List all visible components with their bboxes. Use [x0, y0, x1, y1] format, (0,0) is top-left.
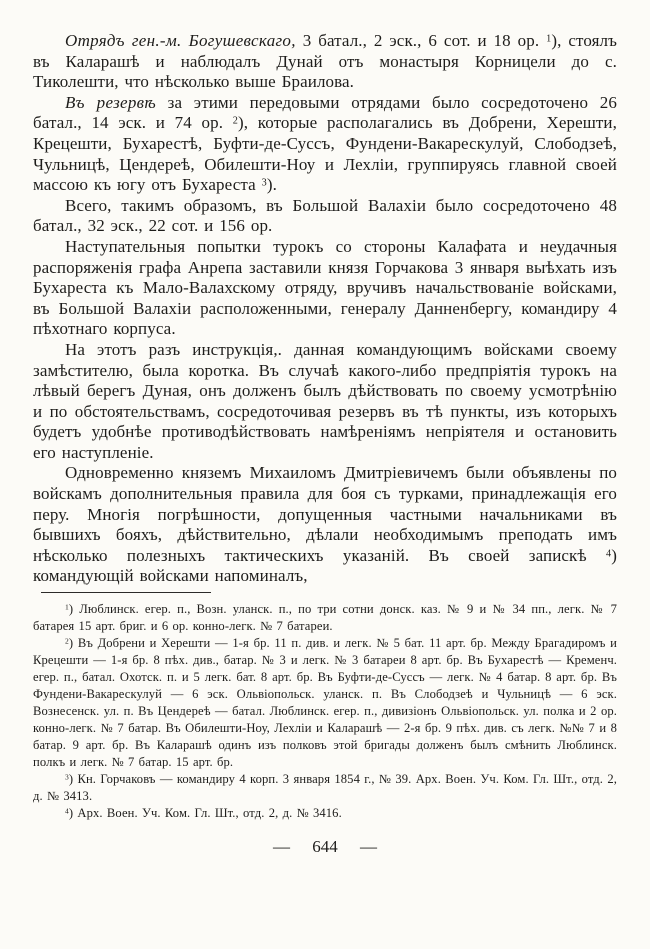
footnote-text: ) Арх. Воен. Уч. Ком. Гл. Шт., отд. 2, д. № 3416.	[68, 806, 342, 821]
footnote	[33, 771, 617, 805]
footnote-separator	[41, 592, 211, 593]
footnote-text: ) Люблинск. егер. п., Возн. уланск. п., по три сотни донск. каз. № 9 и № 34 пп., легк. № 7 батарея 15 арт. бриг. и 6 ор. конно-легк. № 7 батареи.	[33, 602, 617, 634]
footnote-reference-marker: 1	[546, 33, 552, 45]
paragraph-text: ), стоялъ въ Каларашѣ и наблюдалъ Дунай отъ монастыря Корницели до с. Тиколешти, что нѣсколько выше Браилова.	[33, 31, 617, 92]
italic-lead-phrase: Въ резервѣ	[65, 92, 156, 112]
footnote-reference-marker: 4	[606, 548, 612, 560]
page-number: — 644 —	[273, 837, 377, 857]
paragraph	[33, 340, 617, 464]
paragraph-text: На этотъ разъ инструкція,. данная командующимъ войсками своему замѣстителю, была коротка. Въ случаѣ какого-либо предпріятія турокъ на лѣвый берегъ Дуная, онъ долженъ былъ дѣйствовать по своему усмотрѣнію и по обстоятельствамъ, сосредоточивая резервъ въ тѣ пункты, изъ которыхъ будетъ удобнѣе противодѣйствовать намѣреніямъ непріятеля и остановить его наступленіе.	[33, 339, 617, 462]
paragraph	[33, 31, 617, 93]
paragraph-text: за этими передовыми отрядами было сосредоточено 26 батал., 14 эск. и 74 ор.	[33, 92, 617, 133]
paragraph-text: ), которые располагались въ Добрени, Херешти, Крецешти, Бухарестѣ, Буфти-де-Суссъ, Фундени-Вакарескулуй, Слободзеѣ, Чульницѣ, Цендереѣ, Обилешти-Ноу и Лехліи, группируясь главной своей массою къ югу отъ Бухареста	[33, 113, 617, 195]
footnote-text: ) Кн. Горчаковъ — командиру 4 корп. 3 января 1854 г., № 39. Арх. Воен. Уч. Ком. Гл. Шт., отд. 2, д. № 3413.	[33, 772, 617, 804]
footnote-marker: 2	[65, 636, 69, 646]
paragraph	[33, 463, 617, 587]
main-text	[33, 31, 617, 587]
footnote	[33, 635, 617, 771]
paragraph	[33, 93, 617, 196]
italic-lead-phrase: Отрядъ ген.-м. Богушевскаго,	[65, 31, 296, 50]
paragraph-text: Всего, такимъ образомъ, въ Большой Валахіи было сосредоточено 48 батал., 32 эск., 22 сот. и 156 ор.	[33, 195, 617, 236]
footnote-marker: 4	[65, 806, 69, 816]
paragraph-text: Одновременно княземъ Михаиломъ Дмитріевичемъ были объявлены по войскамъ дополнительныя правила для боя съ турками, принадлежащія его перу. Многія погрѣшности, допущенныя частными начальниками въ бывшихъ бояхъ, дѣйствительно, дѣлали необходимымъ преподать имъ нѣсколько полезныхъ тактическихъ указаній. Въ своей запискѣ	[33, 463, 617, 565]
footnote-marker: 3	[65, 772, 69, 782]
paragraph	[33, 196, 617, 237]
paragraph-text: Наступательныя попытки турокъ со стороны Калафата и неудачныя распоряженія графа Анрепа заставили князя Горчакова 3 января выѣхать изъ Бухареста къ Мало-Валахскому отряду, вручивъ начальствованіе войсками, въ Большой Валахіи расположенными, генералу Данненбергу, командиру 4 пѣхотнаго корпуса.	[33, 236, 617, 339]
footnote-marker: 1	[65, 602, 69, 612]
paragraph-text: 3 батал., 2 эск., 6 сот. и 18 ор.	[295, 31, 547, 50]
footnotes	[33, 601, 617, 822]
footnote-text: ) Въ Добрени и Херешти — 1-я бр. 11 п. див. и легк. № 5 бат. 11 арт. бр. Между Брагадиромъ и Крецешти — 1-я бр. 8 пѣх. див., батар. № 3 и легк. № 3 батареи 8 арт. бр. Въ Бухарестѣ — Кременч. егер. п., батал. Охотск. п. и 5 легк. бат. 8 арт. бр. Въ Буфти-де-Суссъ — легк. № 4 батар. 8 арт. бр. Въ Фундени-Вакарескулуй — 6 эск. Ольвіопольск. уланск. п. Въ Слободзеѣ и Чульницѣ — 6 эск. Вознесенск. ул. п. Въ Цендереѣ — батал. Люблинск. егер. п., дивизіонъ Ольвіопольск. ул. полка и 2 ор. конно-легк. № 7 батар. Въ Обилешти-Ноу, Лехліи и Каларашѣ — 2-я бр. 9 пѣх. див. съ легк. №№ 7 и 8 батар. 9 арт. бр. Въ Каларашѣ одинъ изъ полковъ этой бригады долженъ былъ смѣнить Люблинск. полкъ и легк. № 7 батар. 15 арт. бр.	[33, 636, 617, 770]
footnote	[33, 805, 617, 822]
footnote-reference-marker: 2	[232, 115, 238, 127]
paragraph-text: ).	[266, 175, 277, 195]
footnote	[33, 601, 617, 635]
paragraph-text: ) командующій войсками напоминалъ,	[33, 545, 617, 586]
paragraph	[33, 237, 617, 340]
footnote-reference-marker: 3	[261, 177, 267, 189]
